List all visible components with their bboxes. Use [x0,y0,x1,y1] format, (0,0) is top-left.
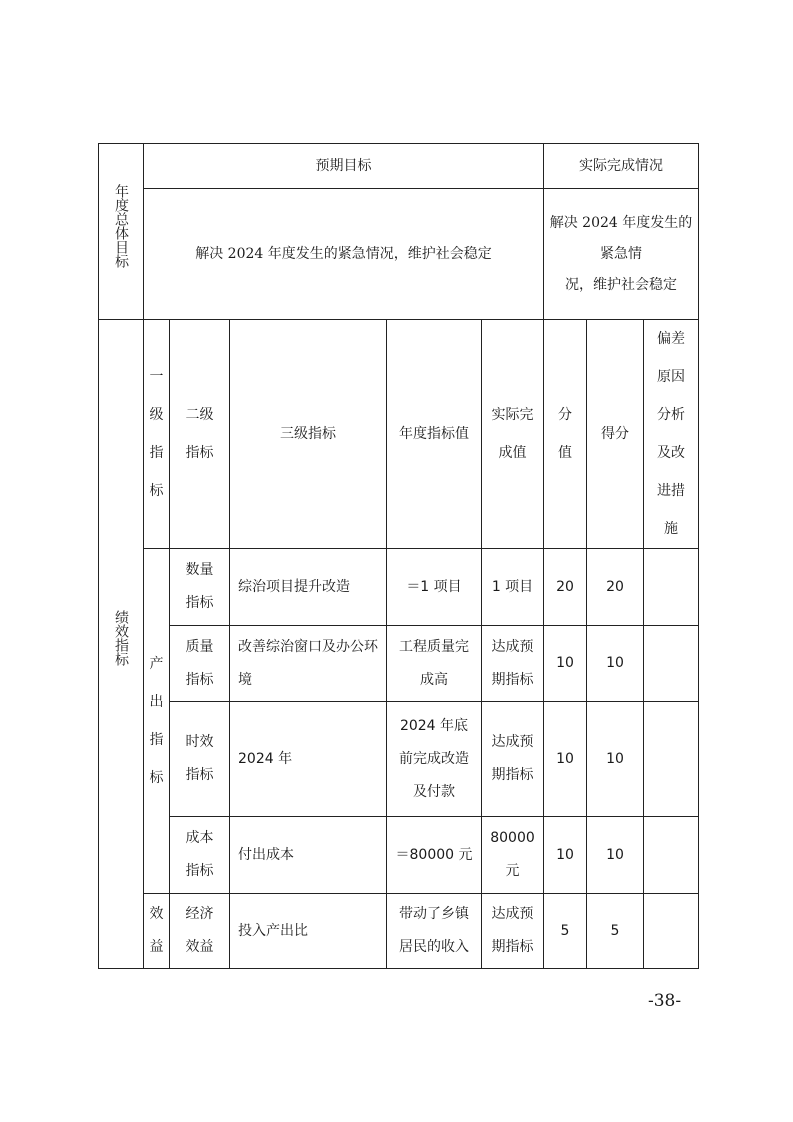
score-value-cell: 10 [544,817,587,894]
deviation-cell [644,702,699,817]
deviation-cell [644,817,699,894]
annual-value-header: 年度指标值 [387,320,482,549]
score-header: 得分 [587,320,644,549]
deviation-cell [644,549,699,626]
actual-status-header: 实际完成情况 [544,144,699,189]
level3-cell: 2024 年 [230,702,387,817]
level3-cell: 投入产出比 [230,894,387,969]
page-number: -38- [648,991,682,1011]
deviation-cell [644,626,699,702]
score-cell: 20 [587,549,644,626]
score-cell: 5 [587,894,644,969]
annual-value-cell: ＝1 项目 [387,549,482,626]
score-value-cell: 10 [544,702,587,817]
level2-cell: 时效 指标 [170,702,230,817]
performance-indicators-label: 绩效指标 [99,320,144,969]
actual-value-cell: 1 项目 [482,549,544,626]
level2-cell: 经济 效益 [170,894,230,969]
score-cell: 10 [587,817,644,894]
performance-table [98,143,699,969]
level2-cell: 成本 指标 [170,817,230,894]
actual-status-text: 解决 2024 年度发生的紧急情 况，维护社会稳定 [544,189,699,320]
score-cell: 10 [587,626,644,702]
benefit-indicator-group: 效 益 [144,894,170,969]
output-indicator-group: 产 出 指 标 [144,549,170,894]
level3-cell: 付出成本 [230,817,387,894]
deviation-cell [644,894,699,969]
annual-value-cell: 2024 年底 前完成改造 及付款 [387,702,482,817]
level3-cell: 改善综治窗口及办公环 境 [230,626,387,702]
score-cell: 10 [587,702,644,817]
level2-header: 二级 指标 [170,320,230,549]
actual-value-cell: 达成预 期指标 [482,626,544,702]
level3-header: 三级指标 [230,320,387,549]
score-value-cell: 10 [544,626,587,702]
expected-goal-header: 预期目标 [144,144,544,189]
score-value-cell: 20 [544,549,587,626]
level2-cell: 数量 指标 [170,549,230,626]
annual-value-cell: ＝80000 元 [387,817,482,894]
annual-value-cell: 工程质量完 成高 [387,626,482,702]
actual-value-cell: 达成预 期指标 [482,894,544,969]
score-value-header: 分 值 [544,320,587,549]
actual-value-header: 实际完 成值 [482,320,544,549]
actual-value-cell: 达成预 期指标 [482,702,544,817]
level2-cell: 质量 指标 [170,626,230,702]
actual-value-cell: 80000 元 [482,817,544,894]
expected-goal-text: 解决 2024 年度发生的紧急情况，维护社会稳定 [144,189,544,320]
annual-value-cell: 带动了乡镇 居民的收入 [387,894,482,969]
level1-header: 一 级 指 标 [144,320,170,549]
deviation-header: 偏差 原因 分析 及改 进措 施 [644,320,699,549]
level3-cell: 综治项目提升改造 [230,549,387,626]
score-value-cell: 5 [544,894,587,969]
annual-goal-label: 年度总体目标 [99,144,144,320]
